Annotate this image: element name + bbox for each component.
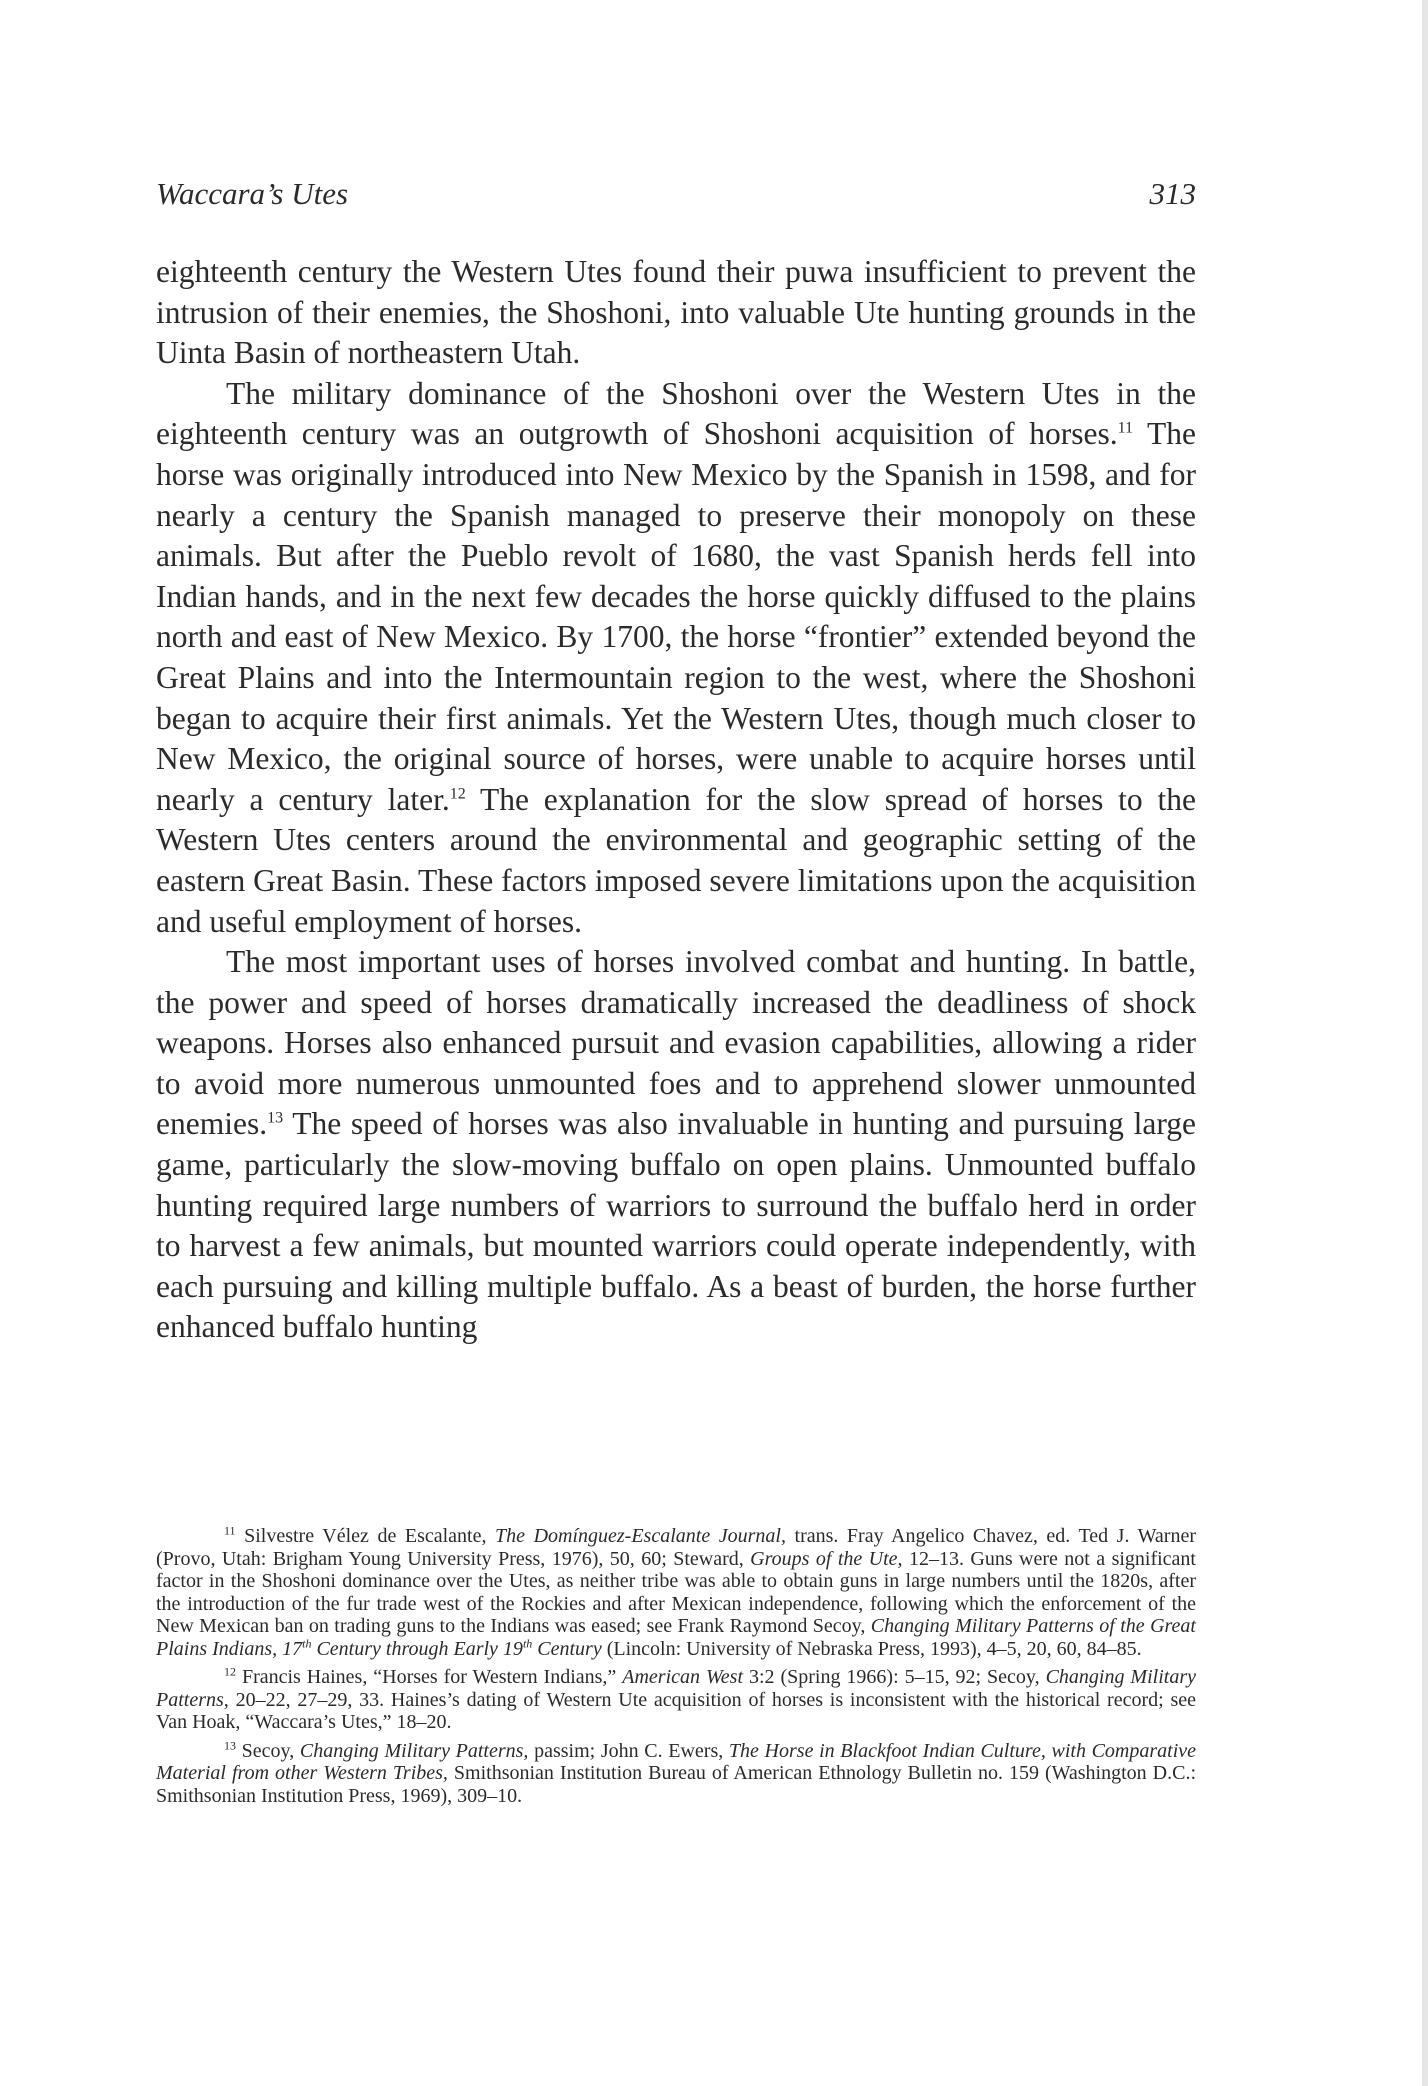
footnote-number: 13 (224, 1737, 236, 1752)
page-header (156, 176, 1196, 226)
body-text (156, 252, 1196, 1348)
footnote-text: trans. Fray Angelico Chavez, ed. Ted J. Warner (Provo, Utah: Brigham Young University Press, 1976), 50, 60; Steward, (156, 1525, 1196, 1570)
footnote-text: Silvestre Vélez de Escalante, (235, 1525, 496, 1547)
footnote-title: Changing Military Patterns, (299, 1739, 529, 1762)
footnote-title: Changing Military Patterns, (156, 1666, 1196, 1711)
footnote-title: American West (622, 1666, 743, 1688)
footnote-number: 12 (224, 1664, 236, 1679)
footnote-text: Francis Haines, “Horses for Western Indians,” (236, 1666, 623, 1688)
footnote-superscript: th (522, 1635, 533, 1650)
running-head: Waccara’s Utes (156, 176, 349, 211)
footnote-text: passim; John C. Ewers, (528, 1739, 729, 1762)
footnote-superscript: th (302, 1635, 312, 1650)
paragraph-3 (156, 942, 1196, 1348)
footnotes (156, 1525, 1196, 1813)
footnote-11 (156, 1525, 1196, 1660)
footnote-title: Changing Military Patterns of the Great Plains Indians, 17 (156, 1615, 1196, 1660)
footnote-13 (156, 1737, 1197, 1808)
footnote-text: Secoy, (236, 1739, 300, 1762)
paragraph-2-text-b: The horse was originally introduced into New Mexico by the Spanish in 1598, and for nearly a century the Spanish managed to preserve their monopoly on these animals. But after the Pueblo revolt of 1680, the vast Spanish herds fell into Indian hands, and in the next few decades the horse quickly diffused to the plains north and east of New Mexico. By 1700, the horse “frontier” extended beyond the Great Plains and into the Intermountain region to the west, where the Shoshoni began to acquire their first animals. Yet the Western Utes, though much closer to New Mexico, the original source of horses, were unable to acquire horses until nearly a century later. (156, 416, 1197, 817)
footnote-ref-12[interactable]: 12 (449, 785, 466, 803)
footnote-title: The Horse in Blackfoot Indian Culture, with Comparative Material from other Western Tribes, (156, 1739, 1197, 1784)
page-edge-shadow (1422, 0, 1428, 2086)
paragraph-2-text-c: The explanation for the slow spread of horses to the Western Utes centers around the environmental and geographic setting of the eastern Great Basin. These factors imposed severe limitations upon the acquisition and useful employment of horses. (156, 781, 1196, 939)
footnote-title: The Domínguez-Escalante Journal, (495, 1525, 786, 1547)
footnote-text: 3:2 (Spring 1966): 5–15, 92; Secoy, (743, 1666, 1046, 1688)
paragraph-1: eighteenth century the Western Utes found their puwa insufficient to prevent the intrusion of their enemies, the Shoshoni, into valuable Ute hunting grounds in the Uinta Basin of northeastern Utah. (156, 254, 1196, 371)
footnote-12 (156, 1666, 1196, 1734)
footnote-text: 20–22, 27–29, 33. Haines’s dating of Western Ute acquisition of horses is inconsistent with the historical record; see Van Hoak, “Waccara’s Utes,” 18–20. (156, 1688, 1196, 1733)
paragraph-2-text-a: The military dominance of the Shoshoni over the Western Utes in the eighteenth century was an outgrowth of Shoshoni acquisition of horses. (156, 375, 1196, 452)
footnote-title: Century (532, 1637, 602, 1660)
footnote-ref-11[interactable]: 11 (1117, 419, 1133, 437)
footnote-title: Groups of the Ute, (750, 1547, 903, 1570)
footnote-title: Century through Early 19 (311, 1637, 523, 1660)
footnote-ref-13[interactable]: 13 (267, 1109, 284, 1127)
paragraph-2 (156, 374, 1196, 942)
footnote-text: Smithsonian Institution Bureau of American Ethnology Bulletin no. 159 (Washington D.C.: Smithsonian Institution Press, 1969), 309–10. (156, 1762, 1197, 1807)
footnote-text: (Lincoln: University of Nebraska Press, 1993), 4–5, 20, 60, 84–85. (601, 1637, 1142, 1660)
paragraph-3-text-a: The most important uses of horses involved combat and hunting. In battle, the power and speed of horses dramatically increased the deadliness of shock weapons. Horses also enhanced pursuit and evasion capabilities, allowing a rider to avoid more numerous unmounted foes and to apprehend slower unmounted enemies. (156, 944, 1196, 1142)
paragraph-3-text-b: The speed of horses was also invaluable in hunting and pursuing large game, particularly the slow-moving buffalo on open plains. Unmounted buffalo hunting required large numbers of warriors to surround the buffalo herd in order to harvest a few animals, but mounted warriors could operate independently, with each pursuing and killing multiple buffalo. As a beast of burden, the horse further enhanced buffalo hunting (156, 1106, 1196, 1345)
page-number: 313 (1149, 176, 1196, 211)
footnote-text: 12–13. Guns were not a significant factor in the Shoshoni dominance over the Utes, as neither tribe was able to obtain guns in large numbers until the 1820s, after the introduction of the fur trade west of the Rockies and after Mexican independence, following which the enforcement of the New Mexican ban on trading guns to the Indians was eased; see Frank Raymond Secoy, (156, 1547, 1196, 1637)
footnote-number: 11 (224, 1523, 236, 1538)
